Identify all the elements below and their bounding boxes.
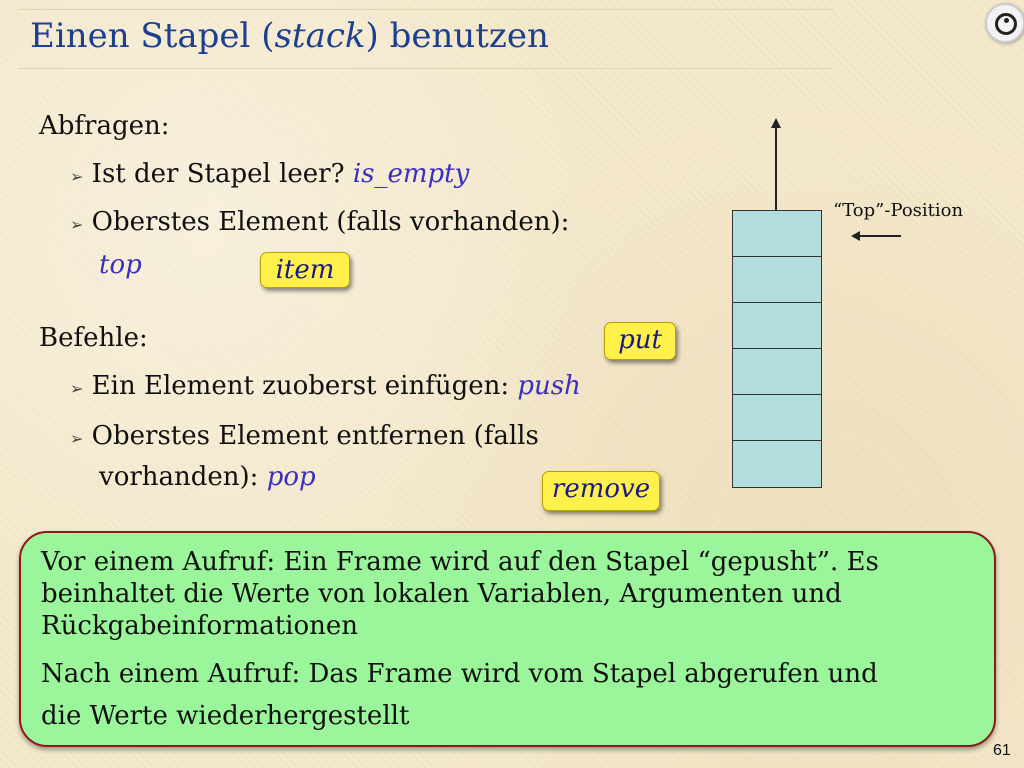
stack-cell: [733, 303, 821, 349]
tag-remove: remove: [542, 471, 660, 511]
list-item-push: ➢ Ein Element zuoberst einfügen: push: [70, 371, 581, 401]
stack-cell: [733, 395, 821, 441]
list-item-pop: ➢ Oberstes Element entfernen (falls: [70, 421, 539, 451]
eiffel-logo-icon: [985, 3, 1024, 43]
page-number: 61: [993, 742, 1011, 759]
tag-item: item: [260, 252, 350, 288]
stack-cell: [733, 257, 821, 303]
stack-up-arrow: [766, 118, 786, 212]
info-para1-line3: Rückgabeinformationen: [41, 611, 359, 641]
list-item-is-empty: ➢ Ist der Stapel leer? is_empty: [70, 159, 470, 189]
arrow-bullet-icon: ➢: [70, 167, 84, 186]
call-frame-info-box: [19, 531, 996, 747]
stack-cell: [733, 441, 821, 487]
stack-diagram: [732, 210, 822, 488]
info-para2-line2: die Werte wiederhergestellt: [41, 701, 410, 731]
commands-heading: Befehle:: [39, 323, 148, 353]
arrow-bullet-icon: ➢: [70, 379, 84, 398]
list-item-top: ➢ Oberstes Element (falls vorhanden):: [70, 207, 570, 237]
tag-put: put: [604, 322, 676, 360]
list-item-pop-line2: vorhanden): pop: [99, 462, 316, 492]
title-rule-top: [18, 9, 834, 10]
stack-cell: [733, 211, 821, 257]
queries-heading: Abfragen:: [39, 111, 170, 141]
stack-cell: [733, 349, 821, 395]
info-para1-line2: beinhaltet die Werte von lokalen Variablen, Argumenten und: [41, 579, 842, 609]
info-para1-line1: Vor einem Aufruf: Ein Frame wird auf den Stapel “gepusht”. Es: [41, 547, 879, 577]
title-rule-bottom: [18, 68, 834, 69]
top-position-label: “Top”-Position: [833, 200, 964, 221]
arrow-bullet-icon: ➢: [70, 215, 84, 234]
top-position-arrow: [851, 229, 903, 243]
arrow-bullet-icon: ➢: [70, 429, 84, 448]
info-para2-line1: Nach einem Aufruf: Das Frame wird vom Stapel abgerufen und: [41, 659, 878, 689]
page-title: Einen Stapel (stack) benutzen: [30, 16, 549, 56]
code-top: top: [99, 250, 142, 280]
